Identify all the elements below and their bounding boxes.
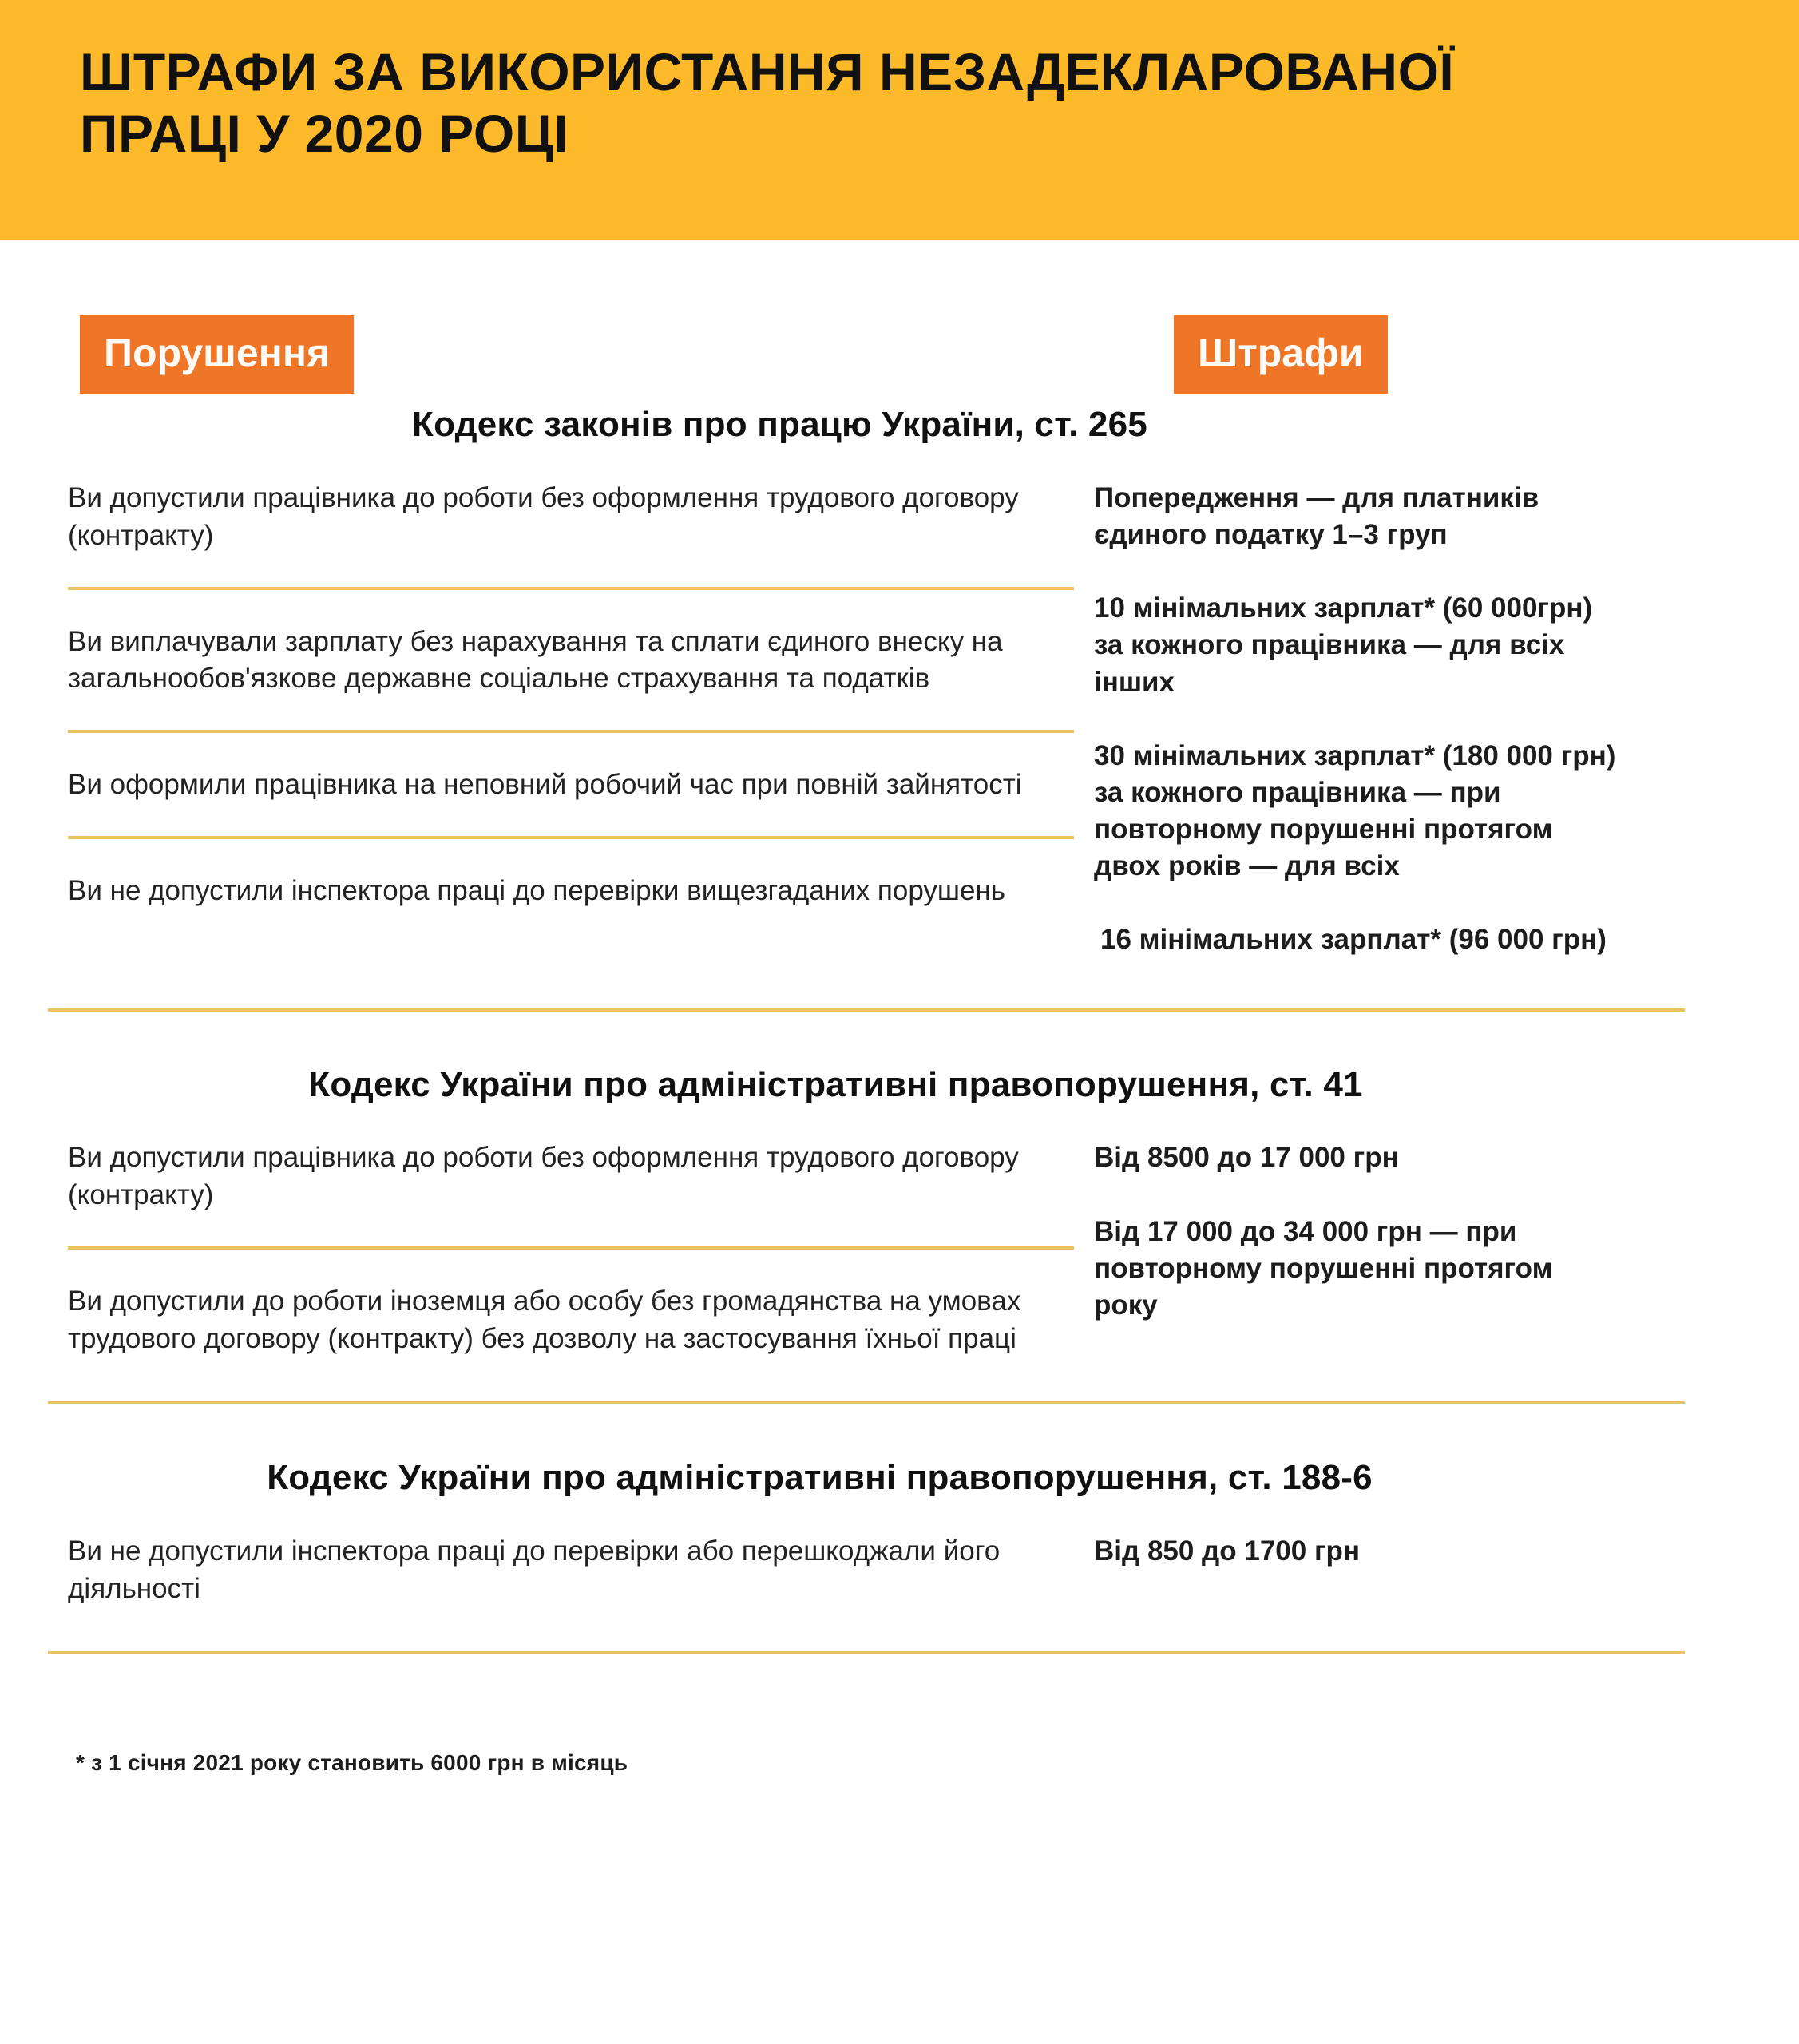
column-headers xyxy=(0,240,1799,383)
section-kzpp-265 xyxy=(0,404,1799,1012)
violation-text: Ви виплачували зарплату без нарахування та сплати єдиного внеску на загальнообов'язкове державне соціальне страхування та податків xyxy=(68,625,1003,695)
section-divider xyxy=(48,1008,1685,1012)
violation-row xyxy=(68,1499,1074,1608)
footnote: * з 1 січня 2021 року становить 6000 грн в місяць xyxy=(76,1749,628,1775)
section-kupap-41 xyxy=(0,1064,1799,1404)
violation-text: Ви не допустили інспектора праці до перевірки вищезгаданих порушень xyxy=(68,875,1006,907)
fine-text: Від 8500 до 17 000 грн xyxy=(1094,1142,1399,1174)
violation-text: Ви допустили працівника до роботи без оформлення трудового договору (контракту) xyxy=(68,481,1019,551)
violation-text: Ви не допустили інспектора праці до перевірки або перешкоджали його діяльності xyxy=(68,1535,1001,1604)
violation-row xyxy=(68,590,1074,734)
violation-row xyxy=(68,733,1074,839)
fines-column xyxy=(1074,1499,1799,1570)
violation-row xyxy=(68,1106,1074,1250)
violations-column xyxy=(0,446,1074,910)
section-kupap-188-6 xyxy=(0,1457,1799,1654)
fine-text: 10 мінімальних зарплат* (60 000грн) за кожного працівника — для всіх інших xyxy=(1094,592,1593,698)
fine-text: 30 мінімальних зарплат* (180 000 грн) за кожного працівника — при повторному порушенні протягом двох років — для всіх xyxy=(1094,739,1616,882)
violation-text: Ви оформили працівника на неповний робочий час при повній зайнятості xyxy=(68,769,1022,801)
section-body xyxy=(0,1499,1799,1608)
section-heading: Кодекс законів про працю України, ст. 265 xyxy=(412,405,1147,444)
page-title: ШТРАФИ ЗА ВИКОРИСТАННЯ НЕЗАДЕКЛАРОВАНОЇ ПРАЦІ У 2020 РОЦІ xyxy=(80,42,1455,164)
section-heading: Кодекс України про адміністративні правопорушення, ст. 188-6 xyxy=(267,1458,1373,1498)
fine-text: Від 17 000 до 34 000 грн — при повторному порушенні протягом року xyxy=(1094,1215,1553,1321)
section-divider xyxy=(48,1401,1685,1404)
violation-text: Ви допустили працівника до роботи без оформлення трудового договору (контракту) xyxy=(68,1142,1019,1211)
column-badge-violations: Порушення xyxy=(80,315,354,394)
violation-row xyxy=(68,1250,1074,1358)
header-bar xyxy=(0,0,1799,240)
violation-text: Ви допустили до роботи іноземця або особу без громадянства на умовах трудового договору (контракту) без дозволу на застосування їхньої праці xyxy=(68,1285,1021,1355)
violation-row xyxy=(68,446,1074,590)
column-badge-fines: Штрафи xyxy=(1174,315,1388,394)
violations-column xyxy=(0,1499,1074,1608)
section-body xyxy=(0,1106,1799,1358)
fine-text: Попередження — для платників єдиного податку 1–3 груп xyxy=(1094,481,1539,550)
violation-row xyxy=(68,839,1074,910)
section-divider xyxy=(48,1651,1685,1654)
fines-column xyxy=(1074,1106,1799,1324)
fine-text: Від 850 до 1700 грн xyxy=(1094,1535,1361,1567)
section-body xyxy=(0,446,1799,959)
section-heading: Кодекс України про адміністративні правопорушення, ст. 41 xyxy=(308,1064,1363,1104)
fine-text: 16 мінімальних зарплат* (96 000 грн) xyxy=(1100,924,1607,956)
fines-column xyxy=(1074,446,1799,959)
violations-column xyxy=(0,1106,1074,1358)
